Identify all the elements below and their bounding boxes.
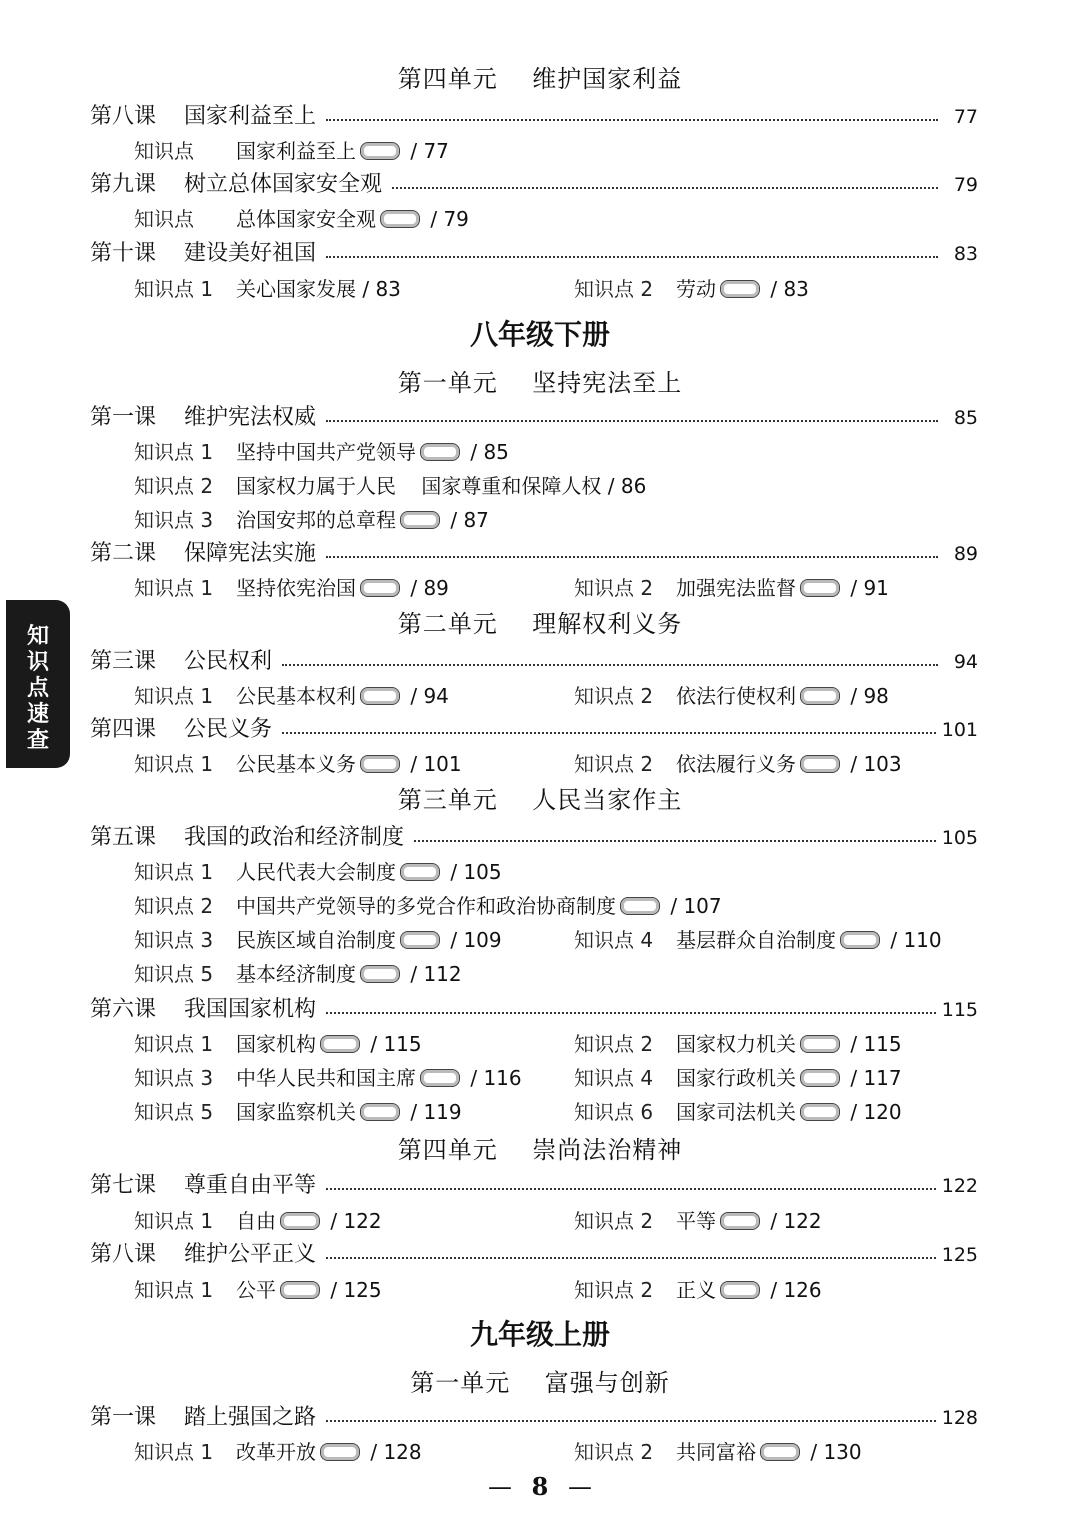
lesson-title: 第八课 维护公平正义 (90, 1242, 316, 1267)
knowledge-point[interactable]: 知识点 4 基层群众自治制度 / 110 (574, 923, 942, 957)
knowledge-point-label: 知识点 2 (574, 684, 654, 708)
unit-heading: 第三单元 人民当家作主 (397, 786, 683, 814)
high-frequency-stamp-icon (800, 1103, 840, 1121)
knowledge-point-row (0, 889, 1080, 923)
lesson-page: 125 (941, 1244, 978, 1266)
knowledge-point-page: 116 (483, 1066, 522, 1090)
knowledge-point-text: 基本经济制度 (236, 962, 356, 986)
knowledge-point[interactable]: 知识点 1 坚持依宪治国 / 89 (134, 571, 449, 605)
lesson-entry[interactable] (0, 1169, 1080, 1203)
knowledge-point-row (0, 134, 1080, 168)
knowledge-point-page: 105 (463, 860, 502, 884)
knowledge-point[interactable]: 知识点 1 公民基本权利 / 94 (134, 679, 449, 713)
high-frequency-stamp-icon (760, 1443, 800, 1461)
dot-leader (326, 420, 938, 422)
knowledge-point-page: 120 (863, 1100, 902, 1124)
side-tab (6, 600, 70, 768)
knowledge-point-label: 知识点 4 (574, 1066, 654, 1090)
grade-heading: 九年级上册 (469, 1318, 610, 1351)
dot-leader (326, 119, 938, 121)
knowledge-point-page: 94 (423, 684, 449, 708)
knowledge-point-page: 117 (863, 1066, 902, 1090)
dot-leader (326, 556, 938, 558)
knowledge-point-label: 知识点 1 (134, 1032, 214, 1056)
knowledge-point-label: 知识点 2 (574, 1209, 654, 1233)
knowledge-point-label: 知识点 2 (134, 894, 214, 918)
knowledge-point-row (0, 503, 1080, 537)
knowledge-point-text: 民族区域自治制度 (236, 928, 396, 952)
knowledge-point-label: 知识点 5 (134, 962, 214, 986)
knowledge-point-text: 共同富裕 (676, 1440, 756, 1464)
unit-heading: 第四单元 维护国家利益 (397, 65, 683, 93)
high-frequency-stamp-icon (420, 1069, 460, 1087)
knowledge-point[interactable]: 知识点 2 平等 / 122 (574, 1204, 822, 1238)
lesson-entry[interactable] (0, 645, 1080, 679)
lesson-page: 115 (941, 999, 978, 1021)
lesson-page: 77 (953, 106, 978, 128)
dot-leader (282, 664, 938, 666)
knowledge-point-text: 公民基本义务 (236, 752, 356, 776)
lesson-title: 第三课 公民权利 (90, 649, 272, 674)
knowledge-point[interactable]: 知识点 5 基本经济制度 / 112 (134, 957, 462, 991)
knowledge-point[interactable]: 知识点 2 国家权力机关 / 115 (574, 1027, 902, 1061)
page-number-value: 8 (531, 1472, 549, 1501)
high-frequency-stamp-icon (380, 210, 420, 228)
lesson-title: 第九课 树立总体国家安全观 (90, 172, 382, 197)
knowledge-point[interactable]: 知识点 1 公平 / 125 (134, 1273, 382, 1307)
knowledge-point[interactable]: 知识点 1 国家机构 / 115 (134, 1027, 422, 1061)
knowledge-point-text: 正义 (676, 1278, 716, 1302)
knowledge-point-page: 85 (483, 440, 509, 464)
high-frequency-stamp-icon (800, 1069, 840, 1087)
knowledge-point-page: 107 (683, 894, 722, 918)
knowledge-point-page: 83 (375, 277, 401, 301)
knowledge-point-text: 国家权力属于人民 国家尊重和保障人权 (236, 474, 602, 498)
knowledge-point-page: 112 (423, 962, 462, 986)
knowledge-point-label: 知识点 1 (134, 1278, 214, 1302)
knowledge-point-page: 89 (423, 576, 449, 600)
unit-heading: 第一单元 富强与创新 (410, 1369, 670, 1397)
knowledge-point[interactable]: 知识点 2 中国共产党领导的多党合作和政治协商制度 / 107 (134, 889, 722, 923)
high-frequency-stamp-icon (800, 687, 840, 705)
knowledge-point[interactable]: 知识点 1 公民基本义务 / 101 (134, 747, 462, 781)
knowledge-point-row (0, 1095, 1080, 1129)
high-frequency-stamp-icon (360, 1103, 400, 1121)
lesson-page: 105 (941, 827, 978, 849)
lesson-entry[interactable] (0, 168, 1080, 202)
knowledge-point-text: 加强宪法监督 (676, 576, 796, 600)
knowledge-point-row (0, 957, 1080, 991)
lesson-title: 第一课 维护宪法权威 (90, 405, 316, 430)
grade-heading: 八年级下册 (469, 318, 610, 351)
lesson-page: 79 (953, 174, 978, 196)
knowledge-point-text: 国家行政机关 (676, 1066, 796, 1090)
lesson-entry[interactable] (0, 1238, 1080, 1272)
knowledge-point[interactable]: 知识点 2 依法履行义务 / 103 (574, 747, 902, 781)
lesson-page: 128 (941, 1407, 978, 1429)
knowledge-point-page: 122 (343, 1209, 382, 1233)
lesson-page: 85 (953, 407, 978, 429)
high-frequency-stamp-icon (360, 142, 400, 160)
knowledge-point-page: 122 (783, 1209, 822, 1233)
knowledge-point-label: 知识点 1 (134, 440, 214, 464)
knowledge-point-page: 91 (863, 576, 889, 600)
lesson-title: 第二课 保障宪法实施 (90, 541, 316, 566)
knowledge-point-label: 知识点 2 (574, 752, 654, 776)
high-frequency-stamp-icon (360, 579, 400, 597)
lesson-page: 89 (953, 543, 978, 565)
lesson-title: 第八课 国家利益至上 (90, 104, 316, 129)
knowledge-point[interactable]: 知识点 2 共同富裕 / 130 (574, 1435, 862, 1469)
knowledge-point-text: 公民基本权利 (236, 684, 356, 708)
knowledge-point-page: 115 (863, 1032, 902, 1056)
knowledge-point-row (0, 571, 1080, 605)
knowledge-point-page: 110 (903, 928, 942, 952)
knowledge-point-text: 国家司法机关 (676, 1100, 796, 1124)
knowledge-point-text: 中华人民共和国主席 (236, 1066, 416, 1090)
knowledge-point[interactable]: 知识点 3 民族区域自治制度 / 109 (134, 923, 502, 957)
knowledge-point-page: 103 (863, 752, 902, 776)
knowledge-point-page: 125 (343, 1278, 382, 1302)
knowledge-point-label: 知识点 1 (134, 860, 214, 884)
high-frequency-stamp-icon (360, 687, 400, 705)
high-frequency-stamp-icon (360, 965, 400, 983)
knowledge-point-label: 知识点 2 (574, 1032, 654, 1056)
knowledge-point-text: 依法行使权利 (676, 684, 796, 708)
knowledge-point-text: 国家监察机关 (236, 1100, 356, 1124)
knowledge-point-page: 83 (783, 277, 809, 301)
knowledge-point-row (0, 1204, 1080, 1238)
knowledge-point-row (0, 1061, 1080, 1095)
high-frequency-stamp-icon (840, 931, 880, 949)
knowledge-point-label: 知识点 3 (134, 1066, 214, 1090)
high-frequency-stamp-icon (280, 1212, 320, 1230)
lesson-entry[interactable] (0, 821, 1080, 855)
dot-leader (326, 256, 938, 258)
dot-leader (326, 1012, 936, 1014)
dot-leader (326, 1420, 936, 1422)
lesson-page: 122 (941, 1175, 978, 1197)
high-frequency-stamp-icon (720, 280, 760, 298)
knowledge-point-page: 109 (463, 928, 502, 952)
lesson-page: 101 (941, 719, 978, 741)
knowledge-point-text: 关心国家发展 (236, 277, 356, 301)
knowledge-point-label: 知识点 3 (134, 928, 214, 952)
knowledge-point-text: 国家利益至上 (236, 139, 356, 163)
lesson-entry[interactable] (0, 237, 1080, 271)
high-frequency-stamp-icon (720, 1212, 760, 1230)
knowledge-point-text: 公平 (236, 1278, 276, 1302)
knowledge-point[interactable]: 知识点 6 国家司法机关 / 120 (574, 1095, 902, 1129)
lesson-title: 第一课 踏上强国之路 (90, 1405, 316, 1430)
knowledge-point[interactable]: 知识点 3 中华人民共和国主席 / 116 (134, 1061, 522, 1095)
knowledge-point-label: 知识点 2 (574, 1440, 654, 1464)
high-frequency-stamp-icon (800, 1035, 840, 1053)
knowledge-point-text: 自由 (236, 1209, 276, 1233)
knowledge-point-page: 79 (443, 207, 469, 231)
knowledge-point-label: 知识点 3 (134, 508, 214, 532)
knowledge-point-label: 知识点 (134, 139, 194, 163)
knowledge-point-page: 119 (423, 1100, 462, 1124)
knowledge-point-page: 86 (620, 474, 647, 498)
knowledge-point-label: 知识点 1 (134, 752, 214, 776)
knowledge-point[interactable]: 知识点 国家利益至上 / 77 (134, 134, 449, 168)
dot-leader (326, 1257, 936, 1259)
knowledge-point[interactable]: 知识点 1 坚持中国共产党领导 / 85 (134, 435, 509, 469)
dot-leader (414, 840, 936, 842)
knowledge-point[interactable]: 知识点 3 治国安邦的总章程 / 87 (134, 503, 489, 537)
lesson-entry[interactable] (0, 537, 1080, 571)
knowledge-point-row (0, 923, 1080, 957)
knowledge-point-label: 知识点 2 (574, 576, 654, 600)
knowledge-point-page: 115 (383, 1032, 422, 1056)
knowledge-point-row (0, 855, 1080, 889)
knowledge-point-page: 130 (823, 1440, 862, 1464)
knowledge-point-row (0, 1027, 1080, 1061)
knowledge-point-label: 知识点 1 (134, 277, 214, 301)
knowledge-point-label: 知识点 1 (134, 1440, 214, 1464)
high-frequency-stamp-icon (420, 443, 460, 461)
high-frequency-stamp-icon (280, 1281, 320, 1299)
knowledge-point[interactable]: 知识点 2 依法行使权利 / 98 (574, 679, 889, 713)
unit-heading: 第一单元 坚持宪法至上 (397, 369, 683, 397)
knowledge-point-text: 依法履行义务 (676, 752, 796, 776)
knowledge-point-text: 坚持依宪治国 (236, 576, 356, 600)
high-frequency-stamp-icon (400, 511, 440, 529)
knowledge-point-label: 知识点 5 (134, 1100, 214, 1124)
knowledge-point-text: 国家机构 (236, 1032, 316, 1056)
knowledge-point-page: 128 (383, 1440, 422, 1464)
high-frequency-stamp-icon (800, 579, 840, 597)
knowledge-point-text: 治国安邦的总章程 (236, 508, 396, 532)
unit-heading: 第四单元 崇尚法治精神 (397, 1136, 683, 1164)
knowledge-point[interactable]: 知识点 2 正义 / 126 (574, 1273, 822, 1307)
knowledge-point-row (0, 469, 1080, 503)
knowledge-point-label: 知识点 2 (134, 474, 214, 498)
high-frequency-stamp-icon (720, 1281, 760, 1299)
high-frequency-stamp-icon (400, 863, 440, 881)
side-tab-label: 知识点速查 (26, 624, 49, 753)
lesson-page: 94 (953, 651, 978, 673)
dot-leader (282, 732, 936, 734)
lesson-page: 83 (953, 243, 978, 265)
high-frequency-stamp-icon (320, 1035, 360, 1053)
knowledge-point[interactable]: 知识点 2 加强宪法监督 / 91 (574, 571, 889, 605)
knowledge-point-row (0, 679, 1080, 713)
lesson-title: 第十课 建设美好祖国 (90, 241, 316, 266)
knowledge-point-label: 知识点 4 (574, 928, 654, 952)
dot-leader (326, 1188, 936, 1190)
knowledge-point-label: 知识点 1 (134, 576, 214, 600)
knowledge-point-page: 101 (423, 752, 462, 776)
knowledge-point-label: 知识点 2 (574, 277, 654, 301)
knowledge-point-text: 平等 (676, 1209, 716, 1233)
knowledge-point-label: 知识点 6 (574, 1100, 654, 1124)
high-frequency-stamp-icon (360, 755, 400, 773)
knowledge-point-text: 劳动 (676, 277, 716, 301)
knowledge-point-row (0, 1273, 1080, 1307)
knowledge-point-text: 改革开放 (236, 1440, 316, 1464)
knowledge-point-page: 77 (423, 139, 449, 163)
lesson-entry[interactable] (0, 993, 1080, 1027)
lesson-title: 第五课 我国的政治和经济制度 (90, 825, 404, 850)
knowledge-point-text: 国家权力机关 (676, 1032, 796, 1056)
high-frequency-stamp-icon (620, 897, 660, 915)
knowledge-point[interactable]: 知识点 1 关心国家发展 / 83 (134, 272, 401, 306)
knowledge-point-page: 98 (863, 684, 889, 708)
lesson-title: 第四课 公民义务 (90, 717, 272, 742)
knowledge-point-text: 坚持中国共产党领导 (236, 440, 416, 464)
knowledge-point-text: 人民代表大会制度 (236, 860, 396, 884)
knowledge-point-row (0, 1435, 1080, 1469)
knowledge-point[interactable]: 知识点 1 改革开放 / 128 (134, 1435, 422, 1469)
knowledge-point[interactable]: 知识点 2 国家权力属于人民 国家尊重和保障人权 / 86 (134, 469, 646, 503)
high-frequency-stamp-icon (400, 931, 440, 949)
knowledge-point-label: 知识点 1 (134, 1209, 214, 1233)
knowledge-point[interactable]: 知识点 4 国家行政机关 / 117 (574, 1061, 902, 1095)
lesson-title: 第六课 我国国家机构 (90, 997, 316, 1022)
knowledge-point-row (0, 202, 1080, 236)
lesson-entry[interactable] (0, 100, 1080, 134)
knowledge-point[interactable]: 知识点 1 自由 / 122 (134, 1204, 382, 1238)
page-number: — 8 — (488, 1472, 592, 1501)
knowledge-point-label: 知识点 2 (574, 1278, 654, 1302)
high-frequency-stamp-icon (800, 755, 840, 773)
knowledge-point-text: 基层群众自治制度 (676, 928, 836, 952)
knowledge-point-text: 中国共产党领导的多党合作和政治协商制度 (236, 894, 616, 918)
lesson-entry[interactable] (0, 1401, 1080, 1435)
knowledge-point[interactable]: 知识点 2 劳动 / 83 (574, 272, 809, 306)
knowledge-point-label: 知识点 (134, 207, 194, 231)
knowledge-point-label: 知识点 1 (134, 684, 214, 708)
knowledge-point[interactable]: 知识点 5 国家监察机关 / 119 (134, 1095, 462, 1129)
knowledge-point-text: 总体国家安全观 (236, 207, 376, 231)
dot-leader (392, 187, 938, 189)
knowledge-point-row (0, 747, 1080, 781)
knowledge-point-page: 126 (783, 1278, 822, 1302)
knowledge-point[interactable]: 知识点 总体国家安全观 / 79 (134, 202, 469, 236)
knowledge-point-row (0, 435, 1080, 469)
knowledge-point-row (0, 272, 1080, 306)
lesson-entry[interactable] (0, 401, 1080, 435)
lesson-title: 第七课 尊重自由平等 (90, 1173, 316, 1198)
lesson-entry[interactable] (0, 713, 1080, 747)
unit-heading: 第二单元 理解权利义务 (397, 610, 683, 638)
knowledge-point[interactable]: 知识点 1 人民代表大会制度 / 105 (134, 855, 502, 889)
knowledge-point-page: 87 (463, 508, 489, 532)
high-frequency-stamp-icon (320, 1443, 360, 1461)
